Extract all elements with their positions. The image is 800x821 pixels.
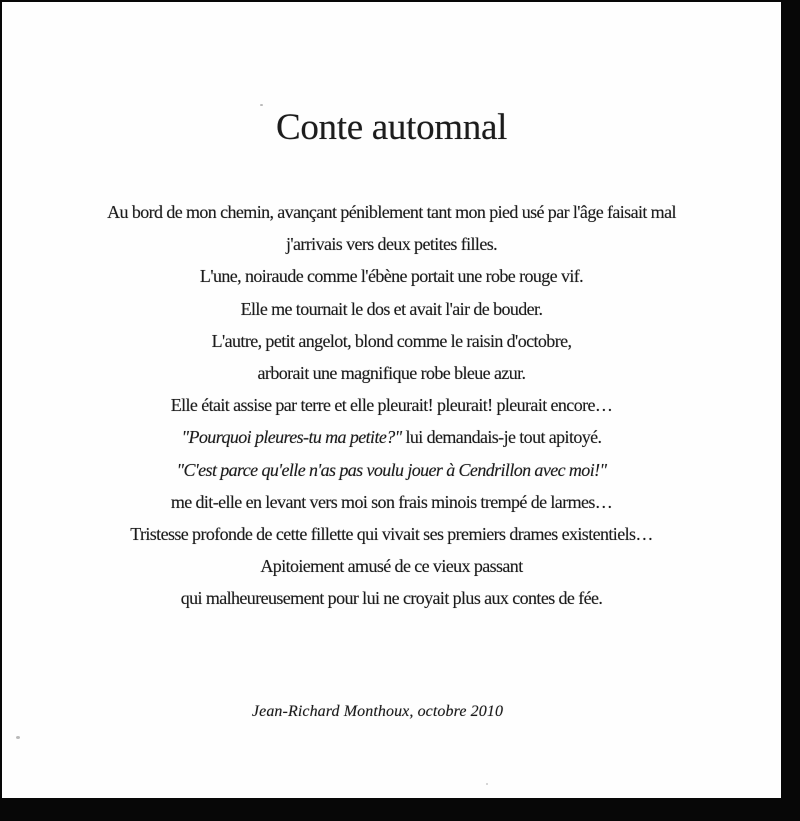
poem-line: Elle me tournait le dos et avait l'air de bouder. <box>240 298 543 319</box>
poem-line <box>2 421 781 453</box>
scan-edge-bottom <box>0 798 800 821</box>
poem-line: arborait une magnifique robe bleue azur. <box>257 363 526 384</box>
scan-edge-top <box>0 0 800 2</box>
scan-speck <box>260 104 263 106</box>
poem-body <box>2 196 781 615</box>
scan-edge-left <box>0 0 2 821</box>
poem-line: me dit-elle en levant vers moi son frais minois trempé de larmes… <box>170 491 613 512</box>
poem-line: Elle était assise par terre et elle pleurait! pleurait! pleurait encore… <box>170 395 613 416</box>
poem-title: Conte automnal <box>275 107 508 148</box>
paper <box>2 2 781 798</box>
poem-line: Tristesse profonde de cette fillette qui vivait ses premiers drames existentiels… <box>130 524 653 545</box>
poem-line: Apitoiement amusé de ce vieux passant <box>260 556 523 577</box>
narration: lui demandais-je tout apitoyé. <box>401 427 602 448</box>
scan-speck <box>486 783 488 785</box>
poem-line: L'une, noiraude comme l'ébène portait une robe rouge vif. <box>199 266 584 287</box>
poem-line: qui malheureusement pour lui ne croyait plus aux contes de fée. <box>180 588 603 609</box>
scan-speck <box>16 736 20 739</box>
quoted-speech: "Pourquoi pleures-tu ma petite?" <box>181 427 402 448</box>
scan-edge-right <box>781 0 800 821</box>
poem-line: L'autre, petit angelot, blond comme le raisin d'octobre, <box>211 330 572 351</box>
poem-line: Au bord de mon chemin, avançant péniblement tant mon pied usé par l'âge faisait mal <box>107 202 676 222</box>
poem-line: "C'est parce qu'elle n'as pas voulu jouer à Cendrillon avec moi!" <box>176 459 607 480</box>
poem-line: j'arrivais vers deux petites filles. <box>285 234 498 255</box>
author-signature: Jean-Richard Monthoux, octobre 2010 <box>251 703 504 720</box>
